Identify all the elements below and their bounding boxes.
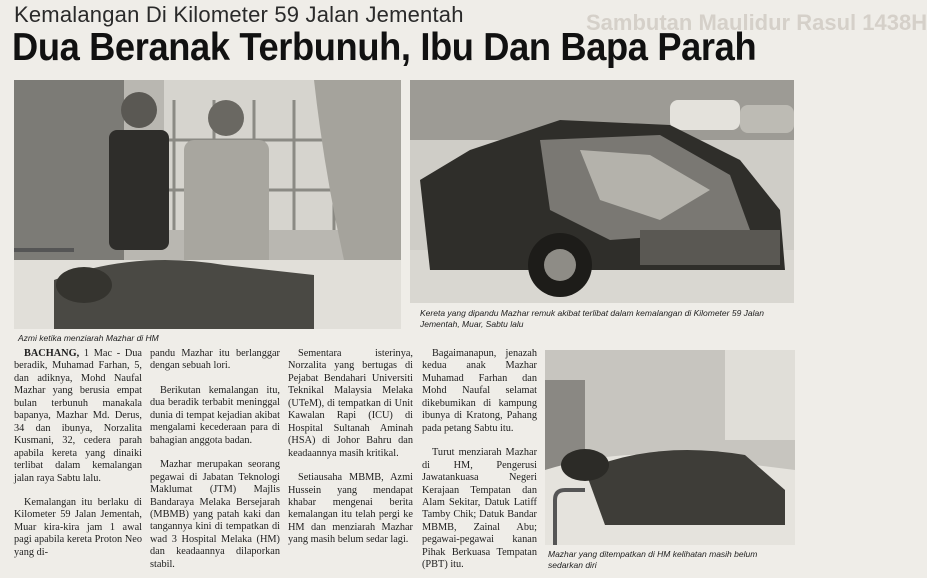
- article-column-4: [422, 348, 537, 572]
- article-kicker: Kemalangan Di Kilometer 59 Jalan Jementah: [14, 2, 464, 27]
- article-headline: Dua Beranak Terbunuh, Ibu Dan Bapa Parah: [12, 26, 757, 69]
- car-photo: [410, 80, 794, 303]
- patient-photo-caption: Mazhar yang ditempatkan di HM kelihatan masih belum sedarkan diri: [548, 549, 758, 570]
- article-paragraph: pandu Mazhar itu berlanggar dengan sebuah lori.: [150, 348, 280, 372]
- ward-photo-caption: Azmi ketika menziarah Mazhar di HM: [18, 333, 159, 343]
- patient-photo: [545, 350, 795, 545]
- article-paragraph: [14, 348, 142, 485]
- article-column-3: [288, 348, 413, 547]
- car-photo-caption: Kereta yang dipandu Mazhar remuk akibat terlibat dalam kemalangan di Kilometer 59 Jalan Jementah, Muar, Sabtu lalu: [420, 308, 764, 329]
- article-paragraph: Kemalangan itu berlaku di Kilometer 59 Jalan Jementah, Muar kira-kira jam 1 awal pagi apabila kereta Proton Neo yang di-: [14, 496, 142, 558]
- adjacent-article-headline: Sambutan Maulidur Rasul 1438H: [586, 10, 927, 35]
- article-column-1: [14, 348, 142, 559]
- article-paragraph: Turut menziarah Mazhar di HM, Pengerusi Jawatankuasa Negeri Kerajaan Tempatan dan Alam Sekitar, Datuk Latiff Tamby Chik; Datuk Bandar MBMB, Zainal Abu; pegawai-pegawai kanan Pihak Berkuasa Tempatan (PBT) itu.: [422, 447, 537, 571]
- article-paragraph: Mazhar merupakan seorang pegawai di Jabatan Teknologi Maklumat (JTM) Majlis Bandaraya Melaka Bersejarah (MBMB) yang patah kaki dan tangannya kini di tempatkan di wad 3 Hospital Melaka (HM) dan keadaannya dilaporkan stabil.: [150, 459, 280, 570]
- article-paragraph: Berikutan kemalangan itu, dua beradik terbabit meninggal dunia di tempat kejadian akibat mengalami kecederaan para di bahagian anggota badan.: [150, 384, 280, 446]
- article-paragraph: Setiausaha MBMB, Azmi Hussein yang mendapat khabar mengenai berita kemalangan itu telah pergi ke HM dan menziarah Mazhar yang masih belum sedar lagi.: [288, 472, 413, 546]
- article-paragraph-text: 1 Mac - Dua beradik, Muhamad Farhan, 5, dan adiknya, Mohd Naufal Mazhar yang berusia empat bulan terbunuh manakala bapanya, Mazhar Md. Derus, 34 dan ibunya, Norzalita Kusmani, 32, cedera parah apabila kereta yang dinaiki terlibat dalam kemalangan jalan raya Sabtu lalu.: [14, 348, 142, 484]
- article-paragraph: Bagaimanapun, jenazah kedua anak Mazhar Muhamad Farhan dan Mohd Naufal selamat dikebumikan di kampung ibunya di Kratong, Pahang pada petang Sabtu itu.: [422, 348, 537, 434]
- article-dateline: BACHANG,: [24, 348, 80, 359]
- article-paragraph: Sementara isterinya, Norzalita yang bertugas di Pejabat Bendahari Universiti Teknikal Malaysia Melaka (UTeM), di tempatkan di Unit Kawalan Rapi (ICU) di Hospital Sultanah Aminah (HSA) di Johor Bahru dan keadaannya masih kritikal.: [288, 348, 413, 459]
- article-column-2: [150, 348, 280, 571]
- ward-photo: [14, 80, 401, 329]
